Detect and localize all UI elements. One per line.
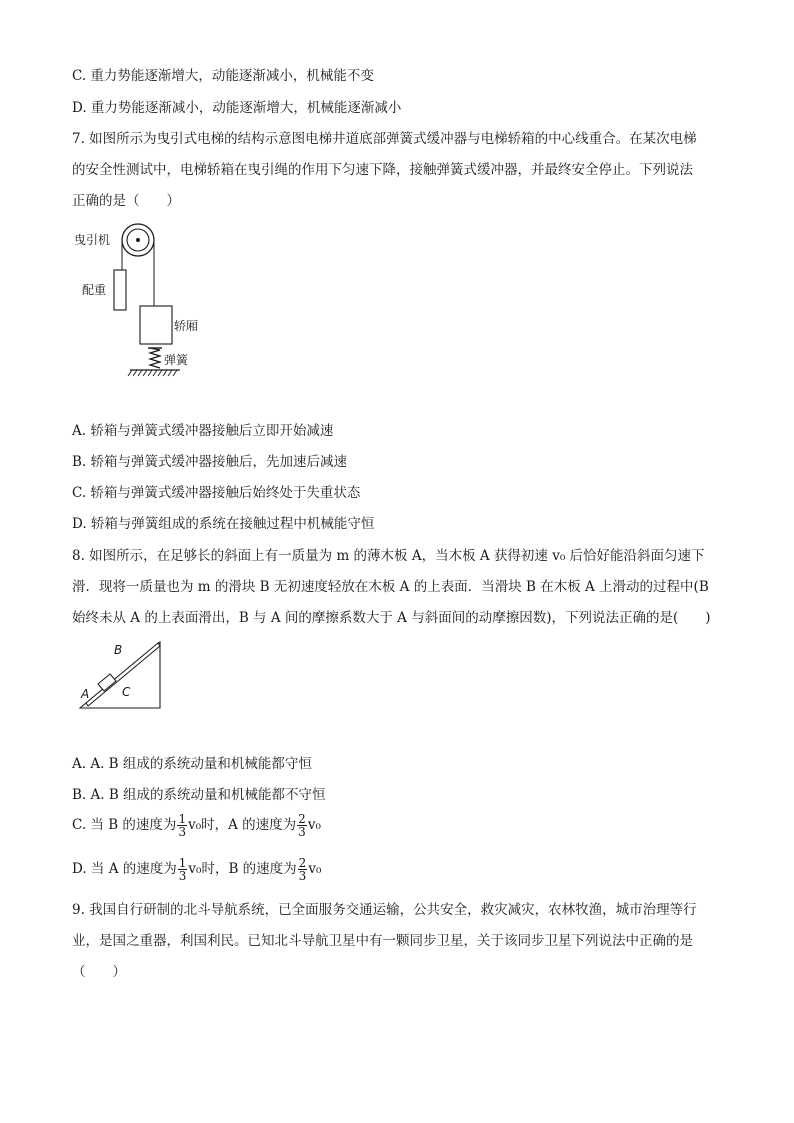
q8-option-d-mid: v₀时，B 的速度为 xyxy=(188,861,297,877)
q7-stem-line2: 的安全性测试中，电梯轿箱在曳引绳的作用下匀速下降，接触弹簧式缓冲器，并最终安全停止。下列说法 xyxy=(72,162,693,178)
label-incline-c: C xyxy=(122,685,131,699)
q6-option-c: C. 重力势能逐渐增大，动能逐渐减小，机械能不变 xyxy=(72,68,374,84)
q8-stem-line1: 8. 如图所示，在足够长的斜面上有一质量为 m 的薄木板 A，当木板 A 获得初速 v₀ 后恰好能沿斜面匀速下 xyxy=(72,548,705,564)
q8-option-d xyxy=(72,856,321,882)
q8-option-d-prefix: D. 当 A 的速度为 xyxy=(72,861,177,877)
label-board-a: A xyxy=(81,687,90,701)
q8-option-c-suffix: v₀ xyxy=(307,817,321,833)
fraction: $\frac{1}{3}$ xyxy=(178,812,187,839)
q9-stem-line3: （ ） xyxy=(72,964,126,980)
q7-stem-line3: 正确的是（ ） xyxy=(72,193,180,209)
label-car: 轿厢 xyxy=(174,319,199,333)
q7-option-d: D. 轿箱与弹簧组成的系统在接触过程中机械能守恒 xyxy=(72,516,375,532)
q7-stem-line1: 7. 如图所示为曳引式电梯的结构示意图电梯井道底部弹簧式缓冲器与电梯轿箱的中心线重合。在某次电梯 xyxy=(72,131,697,147)
elevator-diagram xyxy=(70,222,200,382)
q7-option-a: A. 轿箱与弹簧式缓冲器接触后立即开始减速 xyxy=(72,423,334,439)
q9-stem-line2: 业，是国之重器，利国利民。已知北斗导航卫星中有一颗同步卫星，关于该同步卫星下列说法中正确的是 xyxy=(72,933,693,949)
fraction: $\frac{2}{3}$ xyxy=(298,812,306,839)
fraction: $\frac{2}{3}$ xyxy=(298,856,307,883)
label-spring: 弹簧 xyxy=(164,353,189,367)
label-traction-machine: 曳引机 xyxy=(74,233,111,247)
q8-stem-line2: 滑．现将一质量也为 m 的滑块 B 无初速度轻放在木板 A 的上表面．当滑块 B 在木板 A 上滑动的过程中(B xyxy=(72,579,709,595)
q7-option-c: C. 轿箱与弹簧式缓冲器接触后始终处于失重状态 xyxy=(72,485,361,501)
incline-diagram xyxy=(76,638,176,718)
q8-option-b: B. A. B 组成的系统动量和机械能都不守恒 xyxy=(72,787,326,803)
fraction: $\frac{1}{3}$ xyxy=(178,856,187,883)
q7-option-b: B. 轿箱与弹簧式缓冲器接触后，先加速后减速 xyxy=(72,454,348,470)
q8-stem-line3: 始终未从 A 的上表面滑出，B 与 A 间的摩擦系数大于 A 与斜面间的动摩擦因数)，下列说法正确的是( ) xyxy=(72,610,711,626)
q8-option-d-suffix: v₀ xyxy=(308,861,322,877)
q8-option-c-prefix: C. 当 B 的速度为 xyxy=(72,817,177,833)
label-counterweight: 配重 xyxy=(82,283,107,297)
q9-stem-line1: 9. 我国自行研制的北斗导航系统，已全面服务交通运输，公共安全，救灾减灾，农林牧渔，城市治理等行 xyxy=(72,902,697,918)
q6-option-d: D. 重力势能逐渐减小，动能逐渐增大，机械能逐渐减小 xyxy=(72,100,402,116)
q8-option-c-mid: v₀时，A 的速度为 xyxy=(188,817,297,833)
label-block-b: B xyxy=(114,643,123,657)
q8-option-a: A. A. B 组成的系统动量和机械能都守恒 xyxy=(72,756,312,772)
q8-option-c xyxy=(72,812,321,838)
